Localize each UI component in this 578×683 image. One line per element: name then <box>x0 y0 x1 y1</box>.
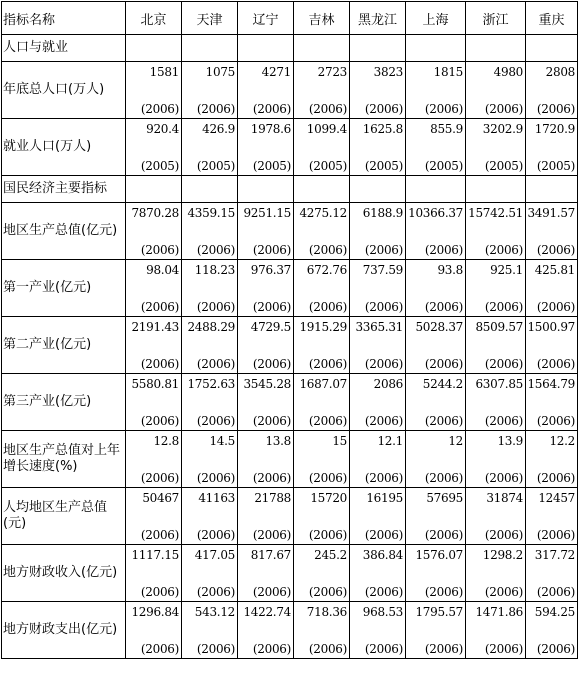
data-cell <box>350 62 406 119</box>
cell-value: 1075 <box>205 64 235 79</box>
cell-year: (2006) <box>140 413 179 428</box>
cell-year: (2006) <box>424 527 463 542</box>
data-cell <box>238 431 294 488</box>
cell-value: 21788 <box>254 490 291 505</box>
cell-value: 976.37 <box>250 262 291 277</box>
cell-value: 6188.9 <box>362 205 403 220</box>
data-cell <box>294 62 350 119</box>
cell-value: 4359.15 <box>187 205 235 220</box>
cell-value: 5244.2 <box>422 376 463 391</box>
data-cell <box>350 203 406 260</box>
cell-year: (2006) <box>196 356 235 371</box>
cell-year: (2006) <box>140 527 179 542</box>
data-cell <box>466 545 526 602</box>
cell-value: 12457 <box>538 490 575 505</box>
cell-year: (2006) <box>364 413 403 428</box>
cell-value: 1471.86 <box>475 604 523 619</box>
data-cell <box>126 545 182 602</box>
row-label: 第一产业(亿元) <box>2 260 126 317</box>
cell-year: (2006) <box>140 101 179 116</box>
data-cell <box>466 62 526 119</box>
cell-year: (2006) <box>484 242 523 257</box>
cell-value: 1915.29 <box>299 319 347 334</box>
data-cell <box>406 119 466 176</box>
data-cell <box>294 431 350 488</box>
cell-value: 6307.85 <box>475 376 523 391</box>
cell-value: 1978.6 <box>250 121 291 136</box>
cell-year: (2006) <box>536 101 575 116</box>
cell-year: (2005) <box>252 158 291 173</box>
province-header: 浙江 <box>466 2 526 35</box>
cell-value: 1500.97 <box>527 319 575 334</box>
cell-year: (2006) <box>140 242 179 257</box>
province-header: 上海 <box>406 2 466 35</box>
data-cell <box>406 203 466 260</box>
cell-value: 925.1 <box>490 262 523 277</box>
cell-value: 14.5 <box>209 433 235 448</box>
cell-year: (2006) <box>536 356 575 371</box>
cell-value: 1720.9 <box>534 121 575 136</box>
cell-value: 1099.4 <box>306 121 347 136</box>
data-cell <box>126 317 182 374</box>
cell-year: (2006) <box>140 356 179 371</box>
cell-year: (2006) <box>140 299 179 314</box>
cell-value: 317.72 <box>534 547 575 562</box>
empty-cell <box>294 35 350 62</box>
cell-year: (2006) <box>308 527 347 542</box>
cell-value: 3823 <box>373 64 403 79</box>
data-cell <box>182 602 238 659</box>
cell-value: 15742.51 <box>468 205 523 220</box>
table-row <box>2 545 578 602</box>
data-cell <box>238 119 294 176</box>
cell-year: (2006) <box>484 527 523 542</box>
cell-value: 2808 <box>545 64 575 79</box>
data-cell <box>182 260 238 317</box>
data-cell <box>526 260 578 317</box>
cell-year: (2006) <box>252 584 291 599</box>
cell-value: 1815 <box>433 64 463 79</box>
header-row <box>2 2 578 35</box>
empty-cell <box>238 35 294 62</box>
cell-value: 13.8 <box>265 433 291 448</box>
cell-year: (2006) <box>308 242 347 257</box>
cell-value: 12.2 <box>549 433 575 448</box>
table-row <box>2 62 578 119</box>
cell-year: (2006) <box>484 413 523 428</box>
cell-value: 1581 <box>149 64 179 79</box>
province-header: 辽宁 <box>238 2 294 35</box>
cell-value: 12.1 <box>377 433 403 448</box>
data-cell <box>466 203 526 260</box>
cell-year: (2006) <box>364 242 403 257</box>
data-cell <box>294 488 350 545</box>
cell-value: 12.8 <box>153 433 179 448</box>
cell-value: 118.23 <box>194 262 235 277</box>
data-cell <box>466 488 526 545</box>
data-cell <box>182 203 238 260</box>
cell-value: 1564.79 <box>527 376 575 391</box>
data-cell <box>294 602 350 659</box>
empty-cell <box>466 35 526 62</box>
cell-value: 1298.2 <box>482 547 523 562</box>
cell-value: 3365.31 <box>355 319 403 334</box>
cell-year: (2005) <box>140 158 179 173</box>
cell-value: 1296.84 <box>131 604 179 619</box>
cell-year: (2005) <box>424 158 463 173</box>
data-cell <box>238 62 294 119</box>
cell-value: 2723 <box>317 64 347 79</box>
province-header: 黑龙江 <box>350 2 406 35</box>
cell-year: (2006) <box>364 641 403 656</box>
cell-value: 2488.29 <box>187 319 235 334</box>
data-cell <box>238 602 294 659</box>
cell-value: 718.36 <box>306 604 347 619</box>
cell-value: 93.8 <box>437 262 463 277</box>
cell-year: (2006) <box>196 101 235 116</box>
cell-value: 417.05 <box>194 547 235 562</box>
cell-year: (2006) <box>364 584 403 599</box>
data-cell <box>526 545 578 602</box>
data-cell <box>126 62 182 119</box>
data-cell <box>238 545 294 602</box>
table-row <box>2 602 578 659</box>
corner-header: 指标名称 <box>2 2 126 35</box>
cell-value: 15720 <box>310 490 347 505</box>
statistics-table <box>1 1 578 659</box>
province-header: 重庆 <box>526 2 578 35</box>
cell-value: 1795.57 <box>415 604 463 619</box>
cell-year: (2006) <box>252 470 291 485</box>
data-cell <box>126 260 182 317</box>
cell-year: (2006) <box>308 101 347 116</box>
data-cell <box>350 545 406 602</box>
cell-value: 50467 <box>142 490 179 505</box>
cell-year: (2006) <box>196 527 235 542</box>
cell-value: 7870.28 <box>131 205 179 220</box>
cell-value: 855.9 <box>430 121 463 136</box>
data-cell <box>238 374 294 431</box>
empty-cell <box>526 176 578 203</box>
data-cell <box>350 260 406 317</box>
empty-cell <box>350 176 406 203</box>
table-row <box>2 374 578 431</box>
cell-value: 3545.28 <box>243 376 291 391</box>
data-cell <box>466 602 526 659</box>
data-cell <box>182 374 238 431</box>
data-cell <box>350 602 406 659</box>
empty-cell <box>182 35 238 62</box>
cell-value: 1625.8 <box>362 121 403 136</box>
data-cell <box>350 374 406 431</box>
data-cell <box>182 119 238 176</box>
cell-value: 245.2 <box>314 547 347 562</box>
data-cell <box>126 431 182 488</box>
cell-year: (2006) <box>424 584 463 599</box>
cell-year: (2006) <box>424 242 463 257</box>
data-cell <box>126 374 182 431</box>
table-row <box>2 260 578 317</box>
province-header: 北京 <box>126 2 182 35</box>
cell-year: (2006) <box>484 101 523 116</box>
section-row <box>2 35 578 62</box>
cell-year: (2006) <box>308 584 347 599</box>
cell-value: 31874 <box>486 490 523 505</box>
cell-value: 1117.15 <box>131 547 179 562</box>
cell-year: (2006) <box>252 299 291 314</box>
data-cell <box>182 62 238 119</box>
cell-value: 57695 <box>426 490 463 505</box>
row-label: 就业人口(万人) <box>2 119 126 176</box>
data-cell <box>294 119 350 176</box>
cell-year: (2005) <box>364 158 403 173</box>
table-row <box>2 317 578 374</box>
cell-year: (2006) <box>140 584 179 599</box>
table-row <box>2 431 578 488</box>
cell-year: (2006) <box>424 101 463 116</box>
cell-value: 1422.74 <box>243 604 291 619</box>
cell-year: (2006) <box>196 641 235 656</box>
cell-value: 3491.57 <box>527 205 575 220</box>
cell-year: (2006) <box>252 527 291 542</box>
data-cell <box>294 203 350 260</box>
cell-year: (2006) <box>252 101 291 116</box>
cell-value: 4271 <box>261 64 291 79</box>
empty-cell <box>294 176 350 203</box>
data-cell <box>406 431 466 488</box>
cell-year: (2006) <box>140 641 179 656</box>
data-cell <box>466 317 526 374</box>
cell-year: (2006) <box>536 470 575 485</box>
empty-cell <box>526 35 578 62</box>
cell-value: 426.9 <box>202 121 235 136</box>
cell-value: 4275.12 <box>299 205 347 220</box>
data-cell <box>526 203 578 260</box>
row-label: 第三产业(亿元) <box>2 374 126 431</box>
cell-value: 920.4 <box>146 121 179 136</box>
cell-year: (2006) <box>364 356 403 371</box>
cell-year: (2006) <box>424 470 463 485</box>
cell-value: 594.25 <box>534 604 575 619</box>
cell-value: 5580.81 <box>131 376 179 391</box>
data-cell <box>182 431 238 488</box>
cell-value: 41163 <box>198 490 235 505</box>
cell-year: (2006) <box>536 641 575 656</box>
data-cell <box>406 488 466 545</box>
data-cell <box>406 545 466 602</box>
data-cell <box>294 260 350 317</box>
data-cell <box>526 488 578 545</box>
row-label: 第二产业(亿元) <box>2 317 126 374</box>
cell-year: (2006) <box>196 413 235 428</box>
row-label: 地区生产总值(亿元) <box>2 203 126 260</box>
data-cell <box>466 431 526 488</box>
row-label: 地区生产总值对上年增长速度(%) <box>2 431 126 488</box>
empty-cell <box>466 176 526 203</box>
data-cell <box>238 203 294 260</box>
cell-year: (2006) <box>252 641 291 656</box>
cell-value: 16195 <box>366 490 403 505</box>
cell-year: (2006) <box>196 299 235 314</box>
cell-value: 13.9 <box>497 433 523 448</box>
cell-year: (2006) <box>196 470 235 485</box>
data-cell <box>526 374 578 431</box>
cell-year: (2005) <box>484 158 523 173</box>
data-cell <box>406 260 466 317</box>
cell-value: 672.76 <box>306 262 347 277</box>
cell-value: 1687.07 <box>299 376 347 391</box>
data-cell <box>466 374 526 431</box>
cell-value: 817.67 <box>250 547 291 562</box>
cell-value: 5028.37 <box>415 319 463 334</box>
cell-value: 2191.43 <box>131 319 179 334</box>
cell-value: 98.04 <box>146 262 179 277</box>
data-cell <box>182 317 238 374</box>
cell-value: 737.59 <box>362 262 403 277</box>
cell-year: (2006) <box>364 470 403 485</box>
cell-year: (2006) <box>252 413 291 428</box>
cell-value: 4980 <box>493 64 523 79</box>
cell-year: (2006) <box>484 356 523 371</box>
cell-value: 425.81 <box>534 262 575 277</box>
cell-year: (2006) <box>484 299 523 314</box>
cell-year: (2006) <box>196 242 235 257</box>
empty-cell <box>126 35 182 62</box>
cell-year: (2006) <box>364 101 403 116</box>
cell-value: 15 <box>332 433 347 448</box>
cell-year: (2006) <box>308 299 347 314</box>
section-row <box>2 176 578 203</box>
data-cell <box>466 119 526 176</box>
data-cell <box>238 317 294 374</box>
row-label: 年底总人口(万人) <box>2 62 126 119</box>
data-cell <box>126 602 182 659</box>
cell-year: (2006) <box>424 413 463 428</box>
row-label: 人均地区生产总值(元) <box>2 488 126 545</box>
cell-value: 8509.57 <box>475 319 523 334</box>
cell-value: 4729.5 <box>250 319 291 334</box>
empty-cell <box>182 176 238 203</box>
cell-value: 1752.63 <box>187 376 235 391</box>
cell-value: 9251.15 <box>243 205 291 220</box>
empty-cell <box>238 176 294 203</box>
cell-year: (2006) <box>484 584 523 599</box>
cell-year: (2006) <box>196 584 235 599</box>
cell-value: 10366.37 <box>408 205 463 220</box>
data-cell <box>526 119 578 176</box>
data-cell <box>526 431 578 488</box>
cell-year: (2006) <box>308 413 347 428</box>
data-cell <box>294 374 350 431</box>
data-cell <box>466 260 526 317</box>
cell-year: (2006) <box>536 584 575 599</box>
data-cell <box>526 317 578 374</box>
cell-year: (2006) <box>424 356 463 371</box>
table-row <box>2 119 578 176</box>
section-title: 国民经济主要指标 <box>2 176 126 203</box>
empty-cell <box>350 35 406 62</box>
table-row <box>2 203 578 260</box>
cell-year: (2006) <box>308 641 347 656</box>
empty-cell <box>126 176 182 203</box>
cell-value: 1576.07 <box>415 547 463 562</box>
cell-value: 2086 <box>373 376 403 391</box>
data-cell <box>126 119 182 176</box>
empty-cell <box>406 176 466 203</box>
data-cell <box>126 488 182 545</box>
row-label: 地方财政收入(亿元) <box>2 545 126 602</box>
cell-value: 968.53 <box>362 604 403 619</box>
empty-cell <box>406 35 466 62</box>
cell-value: 386.84 <box>362 547 403 562</box>
data-cell <box>406 602 466 659</box>
data-cell <box>406 374 466 431</box>
cell-year: (2006) <box>536 527 575 542</box>
data-cell <box>350 119 406 176</box>
table-row <box>2 488 578 545</box>
cell-year: (2006) <box>252 356 291 371</box>
data-cell <box>406 62 466 119</box>
cell-year: (2006) <box>484 470 523 485</box>
data-cell <box>350 488 406 545</box>
data-cell <box>526 602 578 659</box>
cell-year: (2006) <box>364 527 403 542</box>
data-cell <box>350 317 406 374</box>
cell-year: (2006) <box>484 641 523 656</box>
cell-year: (2006) <box>364 299 403 314</box>
data-cell <box>238 488 294 545</box>
cell-year: (2006) <box>536 413 575 428</box>
data-cell <box>182 488 238 545</box>
cell-year: (2006) <box>140 470 179 485</box>
cell-year: (2006) <box>424 641 463 656</box>
cell-year: (2005) <box>196 158 235 173</box>
data-cell <box>182 545 238 602</box>
data-cell <box>406 317 466 374</box>
cell-value: 543.12 <box>194 604 235 619</box>
section-title: 人口与就业 <box>2 35 126 62</box>
cell-year: (2006) <box>536 242 575 257</box>
data-cell <box>294 317 350 374</box>
cell-year: (2006) <box>308 356 347 371</box>
province-header: 天津 <box>182 2 238 35</box>
data-cell <box>526 62 578 119</box>
cell-year: (2005) <box>536 158 575 173</box>
data-cell <box>294 545 350 602</box>
cell-year: (2006) <box>536 299 575 314</box>
cell-year: (2006) <box>308 470 347 485</box>
cell-year: (2006) <box>424 299 463 314</box>
cell-value: 3202.9 <box>482 121 523 136</box>
data-cell <box>350 431 406 488</box>
cell-year: (2006) <box>252 242 291 257</box>
data-cell <box>238 260 294 317</box>
row-label: 地方财政支出(亿元) <box>2 602 126 659</box>
province-header: 吉林 <box>294 2 350 35</box>
data-cell <box>126 203 182 260</box>
cell-year: (2005) <box>308 158 347 173</box>
cell-value: 12 <box>448 433 463 448</box>
